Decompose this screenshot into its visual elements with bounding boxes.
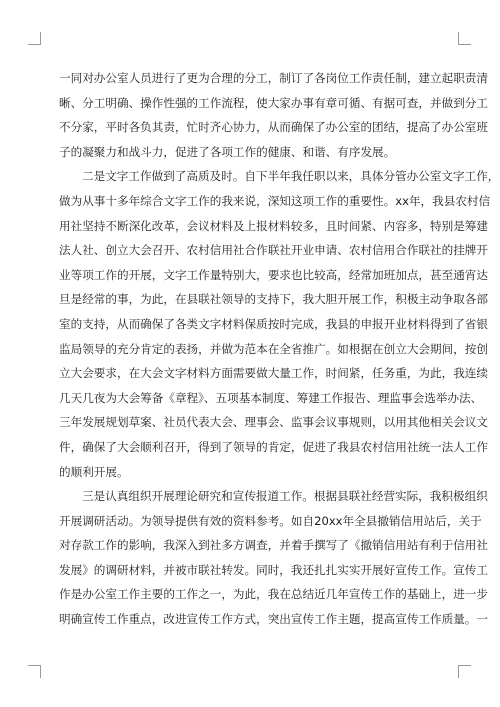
text-line: 的顺利开展。 (59, 464, 129, 479)
text-line: 立大会要求，在大会文字材料方面需要做大量工作，时间紧，任务重，为此，我连续 (59, 366, 488, 381)
text-line: 旦是经常的事，为此，在县联社领导的支持下，我大胆开展工作，积极主动争取各部 (59, 292, 488, 307)
text-line: 发展》的调研材料，并被市联社转发。同时，我还扎扎实实开展好宣传工作。宣传工 (59, 562, 488, 577)
text-line: 监局领导的充分肯定的表扬，并做为范本在全省推广。如根据在创立大会期间，按创 (59, 341, 488, 356)
text-line: 件，确保了大会顺利召开，得到了领导的肯定，促进了我县农村信用社统一法人工作 (59, 439, 488, 454)
paragraph-start-line: 二是文字工作做到了高质及时。自下半年我任职以来，具体分管办公室文字工作， (82, 169, 500, 184)
text-line: 不分家，平时各负其责，忙时齐心协力，从而确保了办公室的团结，提高了办公室班 (59, 120, 488, 135)
crop-mark-bottom-left (28, 665, 41, 678)
text-line: 子的凝聚力和战斗力，促进了各项工作的健康、和谐、有序发展。 (59, 144, 396, 159)
text-line: 做为从事十多年综合文字工作的我来说，深知这项工作的重要性。xx年，我县农村信 (59, 193, 491, 208)
text-line: 业等项工作的开展，文字工作量特别大，要求也比较高，经常加班加点，甚至通宵达 (59, 267, 488, 282)
text-line: 作是办公室工作主要的工作之一，为此，我在总结近几年宣传工作的基础上，进一步 (59, 587, 488, 602)
text-line: 用社坚持不断深化改革，会议材料及上报材料较多，且时间紧、内容多，特别是筹建 (59, 218, 488, 233)
text-line: 对存款工作的影响，我深入到社多方调查，并着手撰写了《撤销信用站有利于信用社 (59, 538, 488, 553)
text-line: 法人社、创立大会召开、农村信用社合作联社开业申请、农村信用合作联社的挂牌开 (59, 243, 488, 258)
crop-mark-top-left (28, 32, 41, 45)
paragraph-start-line: 三是认真组织开展理论研究和宣传报道工作。根据县联社经营实际，我积极组织 (82, 489, 488, 504)
text-line: 几天几夜为大会筹备《章程》、五项基本制度、筹建工作报告、理监事会选举办法、 (59, 390, 483, 405)
text-line: 明确宣传工作重点，改进宣传工作方式，突出宣传工作主题，提高宣传工作质量。一 (59, 612, 488, 627)
crop-mark-top-right (458, 32, 471, 45)
text-line: 开展调研活动。为领导提供有效的资料参考。如自20xx年全县撤销信用站后，关于 (59, 513, 482, 528)
text-line: 晰、分工明确、操作性强的工作流程，使大家办事有章可循、有据可查，并做到分工 (59, 95, 488, 110)
crop-mark-bottom-right (458, 665, 471, 678)
text-line: 一同对办公室人员进行了更为合理的分工，制订了各岗位工作责任制，建立起职责清 (59, 71, 488, 85)
text-line: 室的支持，从而确保了各类文字材料保质按时完成，我县的申报开业材料得到了省银 (59, 316, 488, 331)
text-line: 三年发展规划草案、社员代表大会、理事会、监事会议事规则，以用其他相关会议文 (59, 415, 488, 430)
body-text (59, 66, 500, 632)
